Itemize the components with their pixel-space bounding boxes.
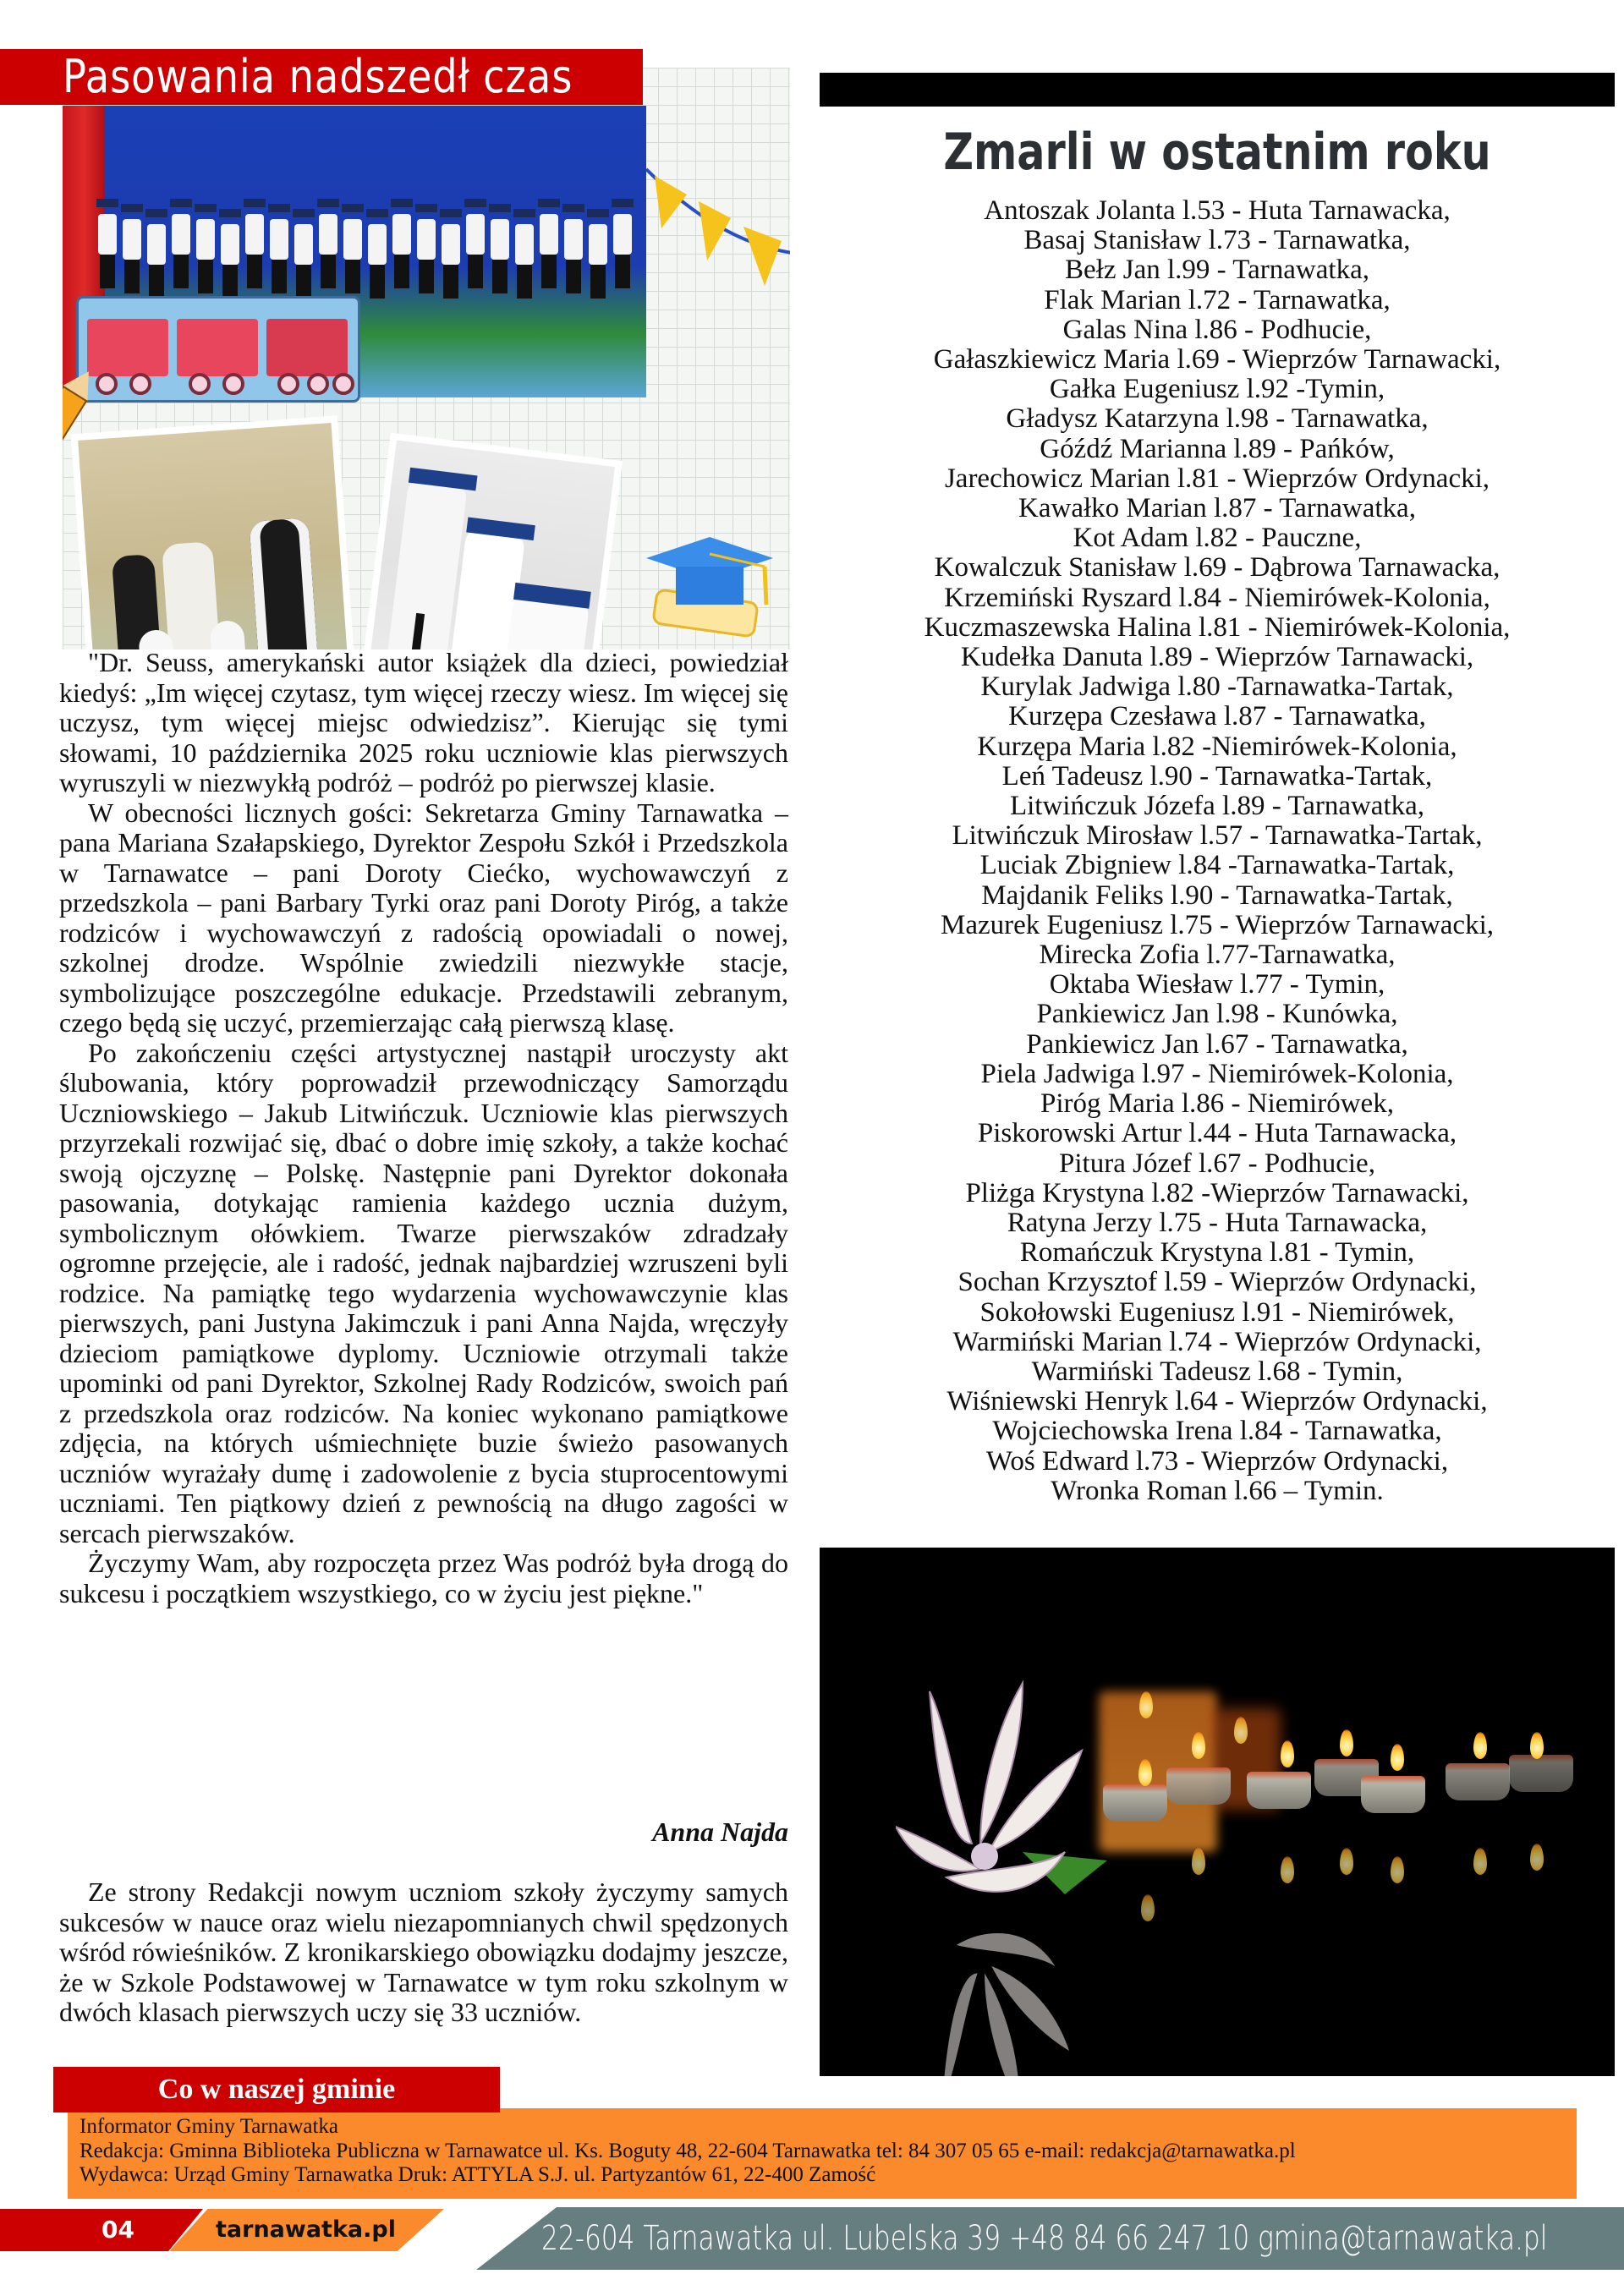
deceased-entry: Litwińczuk Józefa l.89 - Tarnawatka, [1009, 791, 1425, 822]
deceased-entry: Warmiński Marian l.74 - Wieprzów Ordynacki, [952, 1326, 1482, 1357]
deceased-entry: Kuczmaszewska Halina l.81 - Niemirówek-Kolonia, [924, 611, 1511, 643]
deceased-entry: Antoszak Jolanta l.53 - Huta Tarnawacka, [984, 195, 1451, 226]
deceased-entry: Oktaba Wiesław l.77 - Tymin, [1049, 969, 1385, 1000]
student-figure [391, 199, 413, 292]
students-row [96, 199, 638, 300]
obituary-title: Zmarli w ostatnim roku [943, 123, 1491, 182]
imprint-line: Informator Gminy Tarnawatka [80, 2115, 339, 2138]
candles-photo [820, 1548, 1615, 2076]
student-figure [538, 199, 560, 292]
lily-flower-icon [896, 1674, 1116, 1928]
student-figure [195, 204, 217, 297]
imprint-box [68, 2108, 1577, 2199]
student-figure [293, 209, 315, 302]
deceased-entry: Gładysz Katarzyna l.98 - Tarnawatka, [1006, 403, 1429, 435]
deceased-entry: Flak Marian l.72 - Tarnawatka, [1044, 284, 1391, 315]
tealight-candle [1509, 1755, 1573, 1792]
student-figure [562, 204, 584, 297]
student-figure [489, 204, 511, 297]
deceased-entry: Pitura Józef l.67 - Podhucie, [1059, 1148, 1375, 1179]
student-figure [415, 204, 437, 297]
student-figure [342, 204, 364, 297]
student-figure [219, 209, 241, 302]
student-figure [440, 209, 462, 302]
deceased-entry: Sochan Krzysztof l.59 - Wieprzów Ordynacki, [957, 1267, 1477, 1298]
editorial-note [59, 1877, 788, 2028]
article-paragraph: "Dr. Seuss, amerykański autor książek dla dzieci, powiedział kiedyś: „Im więcej czytasz, tym więcej rzeczy wiesz. Im więcej się uczysz, tym więcej miejsc odwiedzisz”. Kierując się tymi słowami, 10 października 2025 roku uczniowie klas pierwszych wyruszyli w niezwykłą podróż – podróż po pierwszej klasie. [59, 647, 788, 797]
student-figure [317, 199, 339, 292]
article-signature: Anna Najda [652, 1817, 788, 1847]
deceased-entry: Luciak Zbigniew l.84 -Tarnawatka-Tartak, [979, 850, 1455, 881]
teachers-photo [78, 423, 352, 649]
deceased-entry: Pankiewicz Jan l.98 - Kunówka, [1036, 999, 1398, 1030]
student-figure [612, 199, 634, 292]
bunting-flags-icon [646, 152, 790, 288]
imprint-line: Redakcja: Gminna Biblioteka Publiczna w Tarnawatce ul. Ks. Boguty 48, 22-604 Tarnawatka tel: 84 307 05 65 e-mail: redakcja@tarnawatka.pl [80, 2140, 1296, 2162]
deceased-entry: Jarechowicz Marian l.81 - Wieprzów Ordynacki, [944, 463, 1490, 494]
train-car [177, 319, 258, 376]
deceased-entry: Mirecka Zofia l.77-Tarnawatka, [1039, 940, 1396, 971]
student-figure [145, 209, 167, 302]
section-label: Co w naszej gminie [157, 2074, 396, 2105]
deceased-entry: Piela Jadwiga l.97 - Niemirówek-Kolonia, [980, 1058, 1454, 1089]
deceased-entry: Leń Tadeusz l.90 - Tarnawatka-Tartak, [1001, 760, 1433, 792]
deceased-entry: Kurzępa Czesława l.87 - Tarnawatka, [1008, 701, 1426, 732]
article-body [59, 648, 788, 1608]
deceased-entry: Kurzępa Maria l.82 -Niemirówek-Kolonia, [977, 731, 1457, 762]
tealight-candle [1166, 1767, 1231, 1805]
graduation-cap-icon [646, 537, 773, 647]
student-figure [464, 199, 486, 292]
student-figure [210, 620, 250, 649]
deceased-entry: Kudełka Danuta l.89 - Wieprzów Tarnawacki, [960, 642, 1474, 673]
deceased-entry: Kowalczuk Stanisław l.69 - Dąbrowa Tarnawacka, [934, 552, 1501, 584]
deceased-entry: Woś Edward l.73 - Wieprzów Ordynacki, [985, 1445, 1449, 1477]
deceased-entry: Pankiewicz Jan l.67 - Tarnawatka, [1026, 1028, 1408, 1060]
deceased-entry: Gałka Eugeniusz l.92 -Tymin, [1049, 374, 1385, 405]
students-photo [359, 440, 615, 649]
deceased-entry: Galas Nina l.86 - Podhucie, [1062, 314, 1372, 345]
deceased-entry: Pliżga Krystyna l.82 -Wieprzów Tarnawacki, [965, 1177, 1469, 1208]
article-paragraph: Po zakończeniu części artystycznej nastąpił uroczysty akt ślubowania, który poprowadził przewodniczący Samorządu Uczniowskiego – Jakub Litwińczuk. Uczniowie klas pierwszych przyrzekali rozwijać się, dbać o dobre imię szkoły, a także kochać swoją ojczyznę – Polskę. Następnie pani Dyrektor dokonała pasowania, dotykając ramienia każdego ucznia dużym, symbolicznym ołówkiem. Twarze pierwszaków zdradzały ogromne przejęcie, ale i radość, jednak najbardziej wzruszeni byli rodzice. Na pamiątkę tego wydarzenia wychowawczynie klas pierwszych, pani Justyna Jakimczuk i pani Anna Najda, wręczyły dzieciom pamiątkowe dyplomy. Uczniowie otrzymali także upominki od pani Dyrektor, Szkolnej Rady Rodziców, swoich pań z przedszkola oraz rodziców. Na koniec wykonano pamiątkowe zdjęcia, na których uśmiechnięte buzie świeżo pasowanych uczniów wyrażały dumę i zadowolenie z bycia stuprocentowymi uczniami. Ten piątkowy dzień z pewnością na długo zagości w sercach pierwszaków. [59, 1037, 788, 1548]
lily-reflection-icon [896, 1903, 1116, 2076]
deceased-entry: Piskorowski Artur l.44 - Huta Tarnawacka, [977, 1118, 1457, 1149]
deceased-entry: Sokołowski Eugeniusz l.91 - Niemirówek, [979, 1296, 1455, 1328]
student-figure [587, 209, 609, 302]
train-car [87, 319, 168, 376]
deceased-entry: Piróg Maria l.86 - Niemirówek, [1040, 1088, 1394, 1120]
mourning-bar [820, 73, 1615, 107]
article-paragraph: Życzymy Wam, aby rozpoczęta przez Was podróż była drogą do sukcesu i początkiem wszystkiego, co w życiu jest piękne." [59, 1548, 788, 1608]
contact-info: 22-604 Tarnawatka ul. Lubelska 39 +48 84 66 247 10 gmina@tarnawatka.pl [541, 2219, 1548, 2258]
imprint-line: Wydawca: Urząd Gminy Tarnawatka Druk: ATTYLA S.J. ul. Partyzantów 61, 22-400 Zamość [80, 2163, 876, 2186]
article-paragraph: W obecności licznych gości: Sekretarza Gminy Tarnawatka – pana Mariana Szałapskiego, Dyrektor Zespołu Szkół i Przedszkola w Tarnawatce – pani Doroty Ciećko, wychowawczyń z przedszkola – pani Barbary Tyrki oraz pani Doroty Piróg, a także rodziców i wychowawczyń z radością opowiadali o nowej, szkolnej drodze. Wspólnie zwiedzili niezwykłe stacje, symbolizujące poszczególne edukacje. Przedstawili zebranym, czego będą się uczyć, przemierzając całą pierwszą klasę. [59, 797, 788, 1038]
deceased-entry: Mazurek Eugeniusz l.75 - Wieprzów Tarnawacki, [941, 909, 1494, 940]
page-number: 04 [102, 2216, 134, 2244]
deceased-list [820, 196, 1615, 1506]
student-figure [121, 204, 143, 297]
student-figure [96, 199, 118, 292]
director-figure [249, 518, 321, 649]
student-figure [366, 209, 388, 302]
deceased-entry: Kurylak Jadwiga l.80 -Tarnawatka-Tartak, [980, 671, 1454, 703]
stage-photo [63, 106, 646, 397]
deceased-entry: Majdanik Feliks l.90 - Tarnawatka-Tartak, [981, 879, 1453, 911]
site-link[interactable]: tarnawatka.pl [216, 2217, 396, 2243]
deceased-entry: Wojciechowska Irena l.84 - Tarnawatka, [992, 1416, 1442, 1447]
article-title: Pasowania nadszedł czas [63, 50, 573, 103]
deceased-entry: Krzemiński Ryszard l.84 - Niemirówek-Kolonia, [944, 582, 1490, 613]
deceased-entry: Kot Adam l.82 - Pauczne, [1073, 523, 1362, 554]
train-engine [266, 319, 348, 376]
tealight-candle [1361, 1776, 1425, 1813]
train-decoration [76, 296, 360, 403]
student-figure [513, 209, 535, 302]
deceased-entry: Góźdź Marianna l.89 - Pańków, [1040, 433, 1395, 464]
deceased-entry: Warmiński Tadeusz l.68 - Tymin, [1031, 1356, 1403, 1387]
tealight-candle [1247, 1772, 1311, 1809]
deceased-entry: Kawałko Marian l.87 - Tarnawatka, [1018, 493, 1416, 524]
student-figure [170, 199, 192, 292]
student-figure [244, 199, 266, 292]
deceased-entry: Gałaszkiewicz Maria l.69 - Wieprzów Tarnawacki, [933, 344, 1501, 375]
tealight-candle [1446, 1763, 1510, 1800]
deceased-entry: Romańczuk Krystyna l.81 - Tymin, [1019, 1237, 1415, 1269]
editorial-paragraph: Ze strony Redakcji nowym uczniom szkoły życzymy samych sukcesów w nauce oraz wielu niezapomnianych chwil spędzonych wśród rówieśników. Z kronikarskiego obowiązku dodajmy jeszcze, że w Szkole Podstawowej w Tarnawatce w tym roku szkolnym w dwóch klasach pierwszych uczy się 33 uczniów. [59, 1877, 788, 2027]
deceased-entry: Wronka Roman l.66 – Tymin. [1051, 1475, 1384, 1506]
photo-collage [63, 68, 790, 649]
deceased-entry: Bełz Jan l.99 - Tarnawatka, [1065, 255, 1369, 286]
deceased-entry: Basaj Stanisław l.73 - Tarnawatka, [1023, 225, 1411, 256]
deceased-entry: Litwińczuk Mirosław l.57 - Tarnawatka-Tartak, [952, 820, 1483, 852]
student-figure [268, 204, 290, 297]
deceased-entry: Ratyna Jerzy l.75 - Huta Tarnawacka, [1007, 1207, 1428, 1238]
deceased-entry: Wiśniewski Henryk l.64 - Wieprzów Ordynacki, [946, 1386, 1488, 1417]
